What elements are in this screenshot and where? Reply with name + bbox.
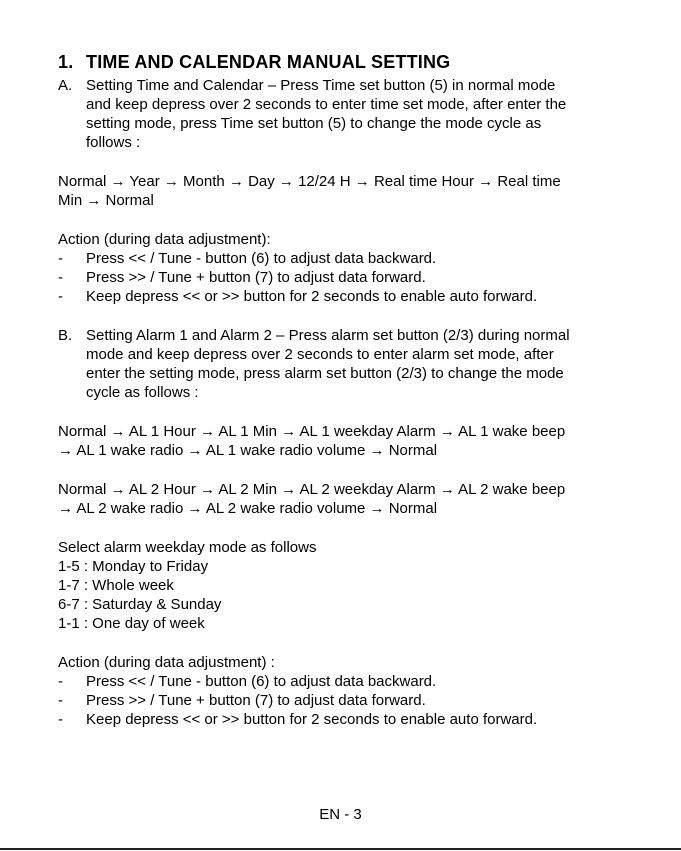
- action-2-bullet: -: [58, 673, 63, 690]
- cycle-al1-line: → AL 1 wake radio → AL 1 wake radio volume → Normal: [58, 442, 438, 459]
- cycle-al2-line: → AL 2 wake radio → AL 2 wake radio volume → Normal: [58, 500, 438, 517]
- heading-number: 1.: [58, 52, 74, 72]
- action-1-item: Press << / Tune - button (6) to adjust data backward.: [86, 250, 437, 267]
- section-b-marker: B.: [58, 327, 73, 344]
- section-a-line: follows :: [86, 134, 141, 151]
- cycle-al1-line: Normal → AL 1 Hour → AL 1 Min → AL 1 weekday Alarm → AL 1 wake beep: [58, 423, 566, 440]
- action-1-item: Press >> / Tune + button (7) to adjust data forward.: [86, 269, 426, 286]
- cycle-a-line: Min → Normal: [58, 192, 154, 209]
- section-b-line: Setting Alarm 1 and Alarm 2 – Press alarm set button (2/3) during normal: [86, 327, 570, 344]
- section-b-line: enter the setting mode, press alarm set button (2/3) to change the mode: [86, 365, 564, 382]
- weekday-item: 1-7 : Whole week: [58, 577, 174, 594]
- section-a-line: Setting Time and Calendar – Press Time set button (5) in normal mode: [86, 77, 556, 94]
- section-a-line: setting mode, press Time set button (5) to change the mode cycle as: [86, 115, 542, 132]
- weekday-title: Select alarm weekday mode as follows: [58, 539, 317, 556]
- action-2-title: Action (during data adjustment) :: [58, 654, 275, 671]
- action-1-bullet: -: [58, 288, 63, 305]
- weekday-item: 6-7 : Saturday & Sunday: [58, 596, 222, 613]
- action-1-bullet: -: [58, 250, 63, 267]
- bottom-divider: [0, 848, 681, 850]
- action-1-item: Keep depress << or >> button for 2 seconds to enable auto forward.: [86, 288, 538, 305]
- weekday-item: 1-5 : Monday to Friday: [58, 558, 209, 575]
- page-number: EN - 3: [319, 806, 362, 823]
- heading-title: TIME AND CALENDAR MANUAL SETTING: [86, 52, 451, 72]
- section-b-line: cycle as follows :: [86, 384, 199, 401]
- action-2-bullet: -: [58, 692, 63, 709]
- action-2-item: Press << / Tune - button (6) to adjust data backward.: [86, 673, 437, 690]
- cycle-al2-line: Normal → AL 2 Hour → AL 2 Min → AL 2 weekday Alarm → AL 2 wake beep: [58, 481, 566, 498]
- action-1-bullet: -: [58, 269, 63, 286]
- section-a-line: and keep depress over 2 seconds to enter time set mode, after enter the: [86, 96, 567, 113]
- section-a-marker: A.: [58, 77, 73, 94]
- section-b-line: mode and keep depress over 2 seconds to enter alarm set mode, after: [86, 346, 554, 363]
- action-2-bullet: -: [58, 711, 63, 728]
- cycle-a-line: Normal → Year → Month → Day → 12/24 H → Real time Hour → Real time: [58, 173, 561, 190]
- action-2-item: Press >> / Tune + button (7) to adjust data forward.: [86, 692, 426, 709]
- action-1-title: Action (during data adjustment):: [58, 231, 271, 248]
- weekday-item: 1-1 : One day of week: [58, 615, 205, 632]
- action-2-item: Keep depress << or >> button for 2 seconds to enable auto forward.: [86, 711, 538, 728]
- section-heading: [58, 52, 450, 73]
